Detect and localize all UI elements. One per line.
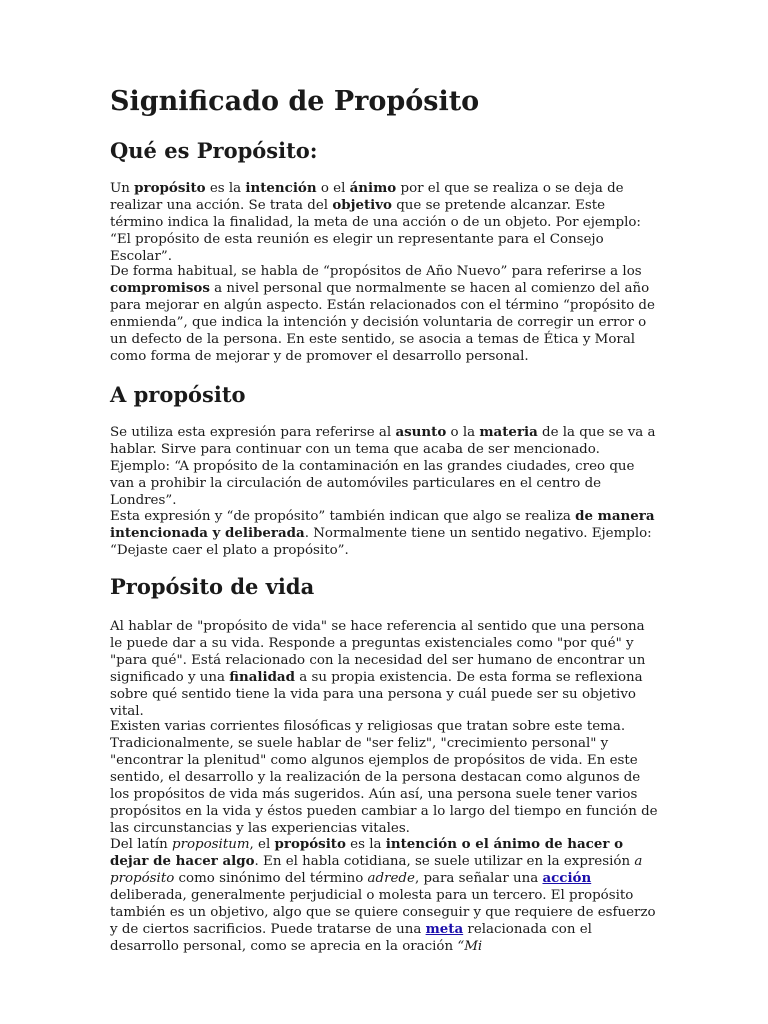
bold-term: ánimo [349,180,397,196]
text-run: relacionada con el desarrollo personal, como se aprecia en la oración [110,922,592,954]
text-run: . Normalmente tiene un sentido negativo. Ejemplo: “Dejaste caer el plato a propósito”. [110,526,652,558]
text-run: a su propia existencia. De esta forma se reflexiona sobre qué sentido tiene la vida para una persona y cuál puede ser su objetivo vital. [110,670,643,719]
text-run: Al hablar de "propósito de vida" se hace referencia al sentido que una persona le puede dar a su vida. Responde a preguntas existenciales como "por qué" y "para qué". Está relacionado con la necesidad del ser humano de encontrar un significado y una [110,619,646,685]
text-run: como sinónimo del término [174,871,368,886]
bold-term: objetivo [332,197,392,213]
bold-term: finalidad [229,669,295,685]
text-run: deliberada, generalmente perjudicial o molesta para un tercero. El propósito también es un objetivo, algo que se quiere conseguir y que requiere de esfuerzo y de ciertos sacrificios. Puede tratarse de una [110,888,656,937]
text-run: o la [446,425,480,440]
text-run: . En el habla cotidiana, se suele utilizar en la expresión [254,854,635,869]
text-run: de la que se va a hablar. Sirve para continuar con un tema que acaba de ser mencionado. Ejemplo: “A propósito de la contaminación en las grandes ciudades, creo que van a prohibir la circulación de automóviles particulares en el centro de Londres”. [110,425,656,508]
text-run: o el [316,181,350,196]
italic-term: adrede [367,871,415,886]
bold-term: materia [479,424,538,440]
text-run: por el que se realiza o se deja de realizar una acción. Se trata del [110,181,624,213]
bold-term: de manera intencionada y deliberada [110,508,655,541]
paragraph-asunto [110,424,658,509]
bold-term: asunto [395,424,447,440]
paragraph-latin [110,836,658,955]
text-run: De forma habitual, se habla de “propósitos de Año Nuevo” para referirse a los [110,264,642,279]
paragraph-corrientes [110,718,658,837]
bold-term: compromisos [110,280,210,296]
text-run: Un [110,181,135,196]
link-accion[interactable]: acción [542,870,592,886]
link-meta[interactable]: meta [425,921,464,937]
text-run: , el [249,837,275,852]
bold-term: intención [245,180,317,196]
paragraph-sentido-vida [110,618,658,720]
heading-a-proposito: A propósito [110,382,246,407]
text-run: a nivel personal que normalmente se hacen al comienzo del año para mejorar en algún aspecto. Están relacionados con el término “propósito de enmienda”, que indica la intención y decisión voluntaria de corregir un error o un defecto de la persona. En este sentido, se asocia a temas de Ética y Moral como forma de mejorar y de promover el desarrollo personal. [110,281,655,364]
paragraph-deliberada [110,508,658,559]
text-run: es la [205,181,246,196]
text-run: que se pretende alcanzar. Este término indica la finalidad, la meta de una acción o de un objeto. Por ejemplo: “El propósito de esta reunión es elegir un representante para el Consejo Escolar”. [110,198,641,264]
page-title: Significado de Propósito [110,86,480,117]
italic-term: “Mi [457,939,483,954]
heading-que-es: Qué es Propósito: [110,138,318,163]
italic-term: propositum [172,837,250,852]
text-run: Del latín [110,837,173,852]
text-run: Esta expresión y “de propósito” también indican que algo se realiza [110,509,576,524]
text-run: , para señalar una [414,871,543,886]
text-run: Existen varias corrientes filosóficas y religiosas que tratan sobre este tema. Tradicionalmente, se suele hablar de "ser feliz", "crecimiento personal" y "encontrar la plenitud" como algunos ejemplos de propósitos de vida. En este sentido, el desarrollo y la realización de la persona destacan como algunos de los propósitos de vida más sugeridos. Aún así, una persona suele tener varios propósitos en la vida y éstos pueden cambiar a lo largo del tiempo en función de las circunstancias y las experiencias vitales. [110,719,658,836]
text-run: Se utiliza esta expresión para referirse al [110,425,396,440]
paragraph-definition [110,180,658,265]
bold-term: propósito [274,836,346,852]
italic-term: a propósito [110,854,643,886]
text-run: es la [345,837,386,852]
bold-term: propósito [134,180,206,196]
heading-proposito-vida: Propósito de vida [110,574,315,599]
paragraph-new-year [110,263,658,365]
bold-term: intención o el ánimo de hacer o dejar de hacer algo [110,836,623,869]
